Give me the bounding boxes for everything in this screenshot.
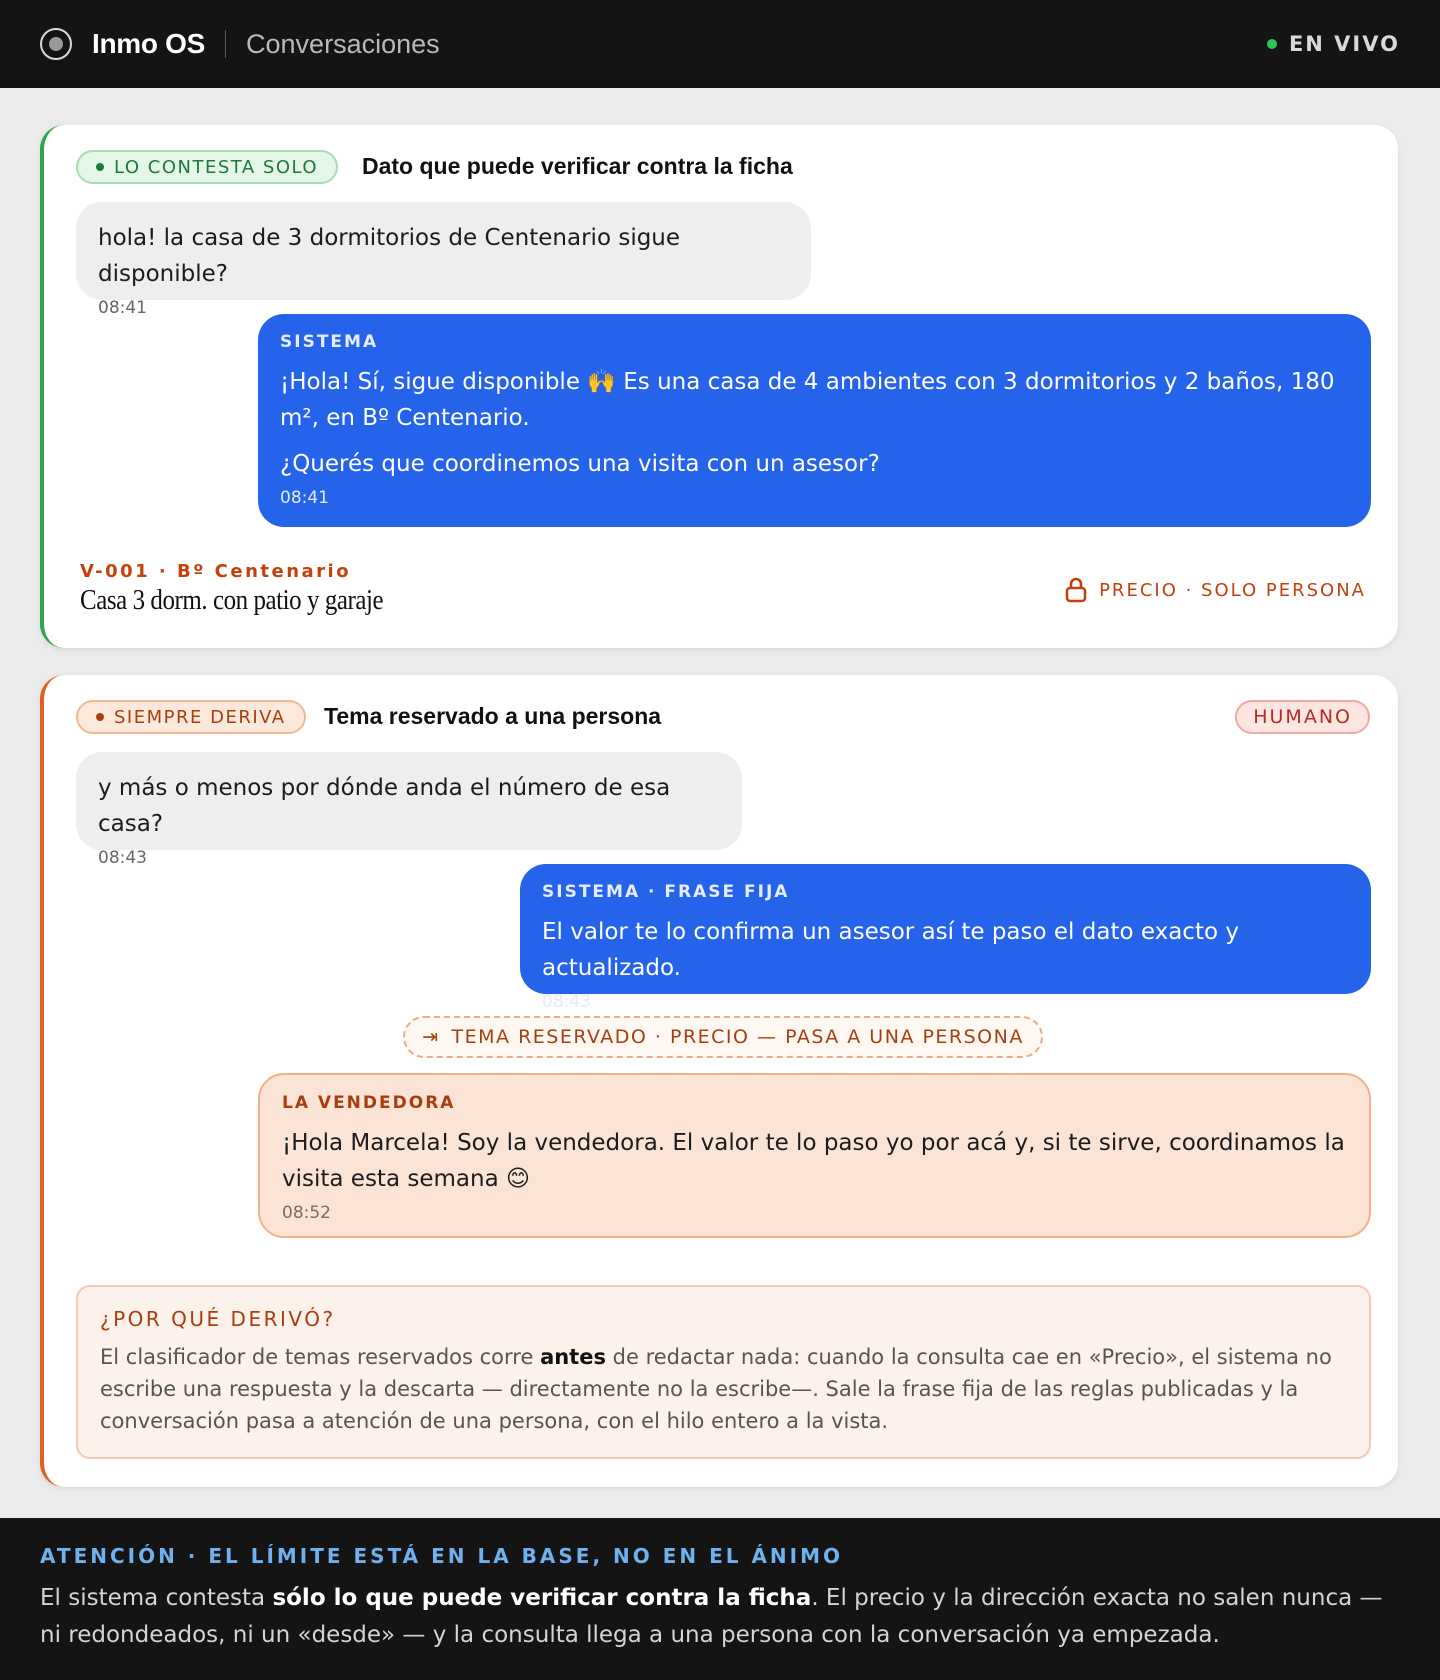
explanation-box bbox=[76, 1285, 1371, 1459]
top-bar bbox=[0, 0, 1440, 88]
message-time: 08:43 bbox=[542, 992, 591, 1012]
human-tag: HUMANO bbox=[1235, 700, 1370, 734]
message-time: 08:43 bbox=[98, 848, 147, 868]
system-reply bbox=[258, 314, 1371, 527]
status-badge-auto bbox=[76, 150, 338, 184]
message-time: 08:41 bbox=[280, 488, 329, 508]
lock-icon bbox=[1065, 577, 1087, 603]
message-time: 08:41 bbox=[98, 298, 147, 318]
card-title: Tema reservado a una persona bbox=[324, 703, 662, 729]
title-divider bbox=[225, 30, 226, 58]
incoming-message bbox=[76, 752, 742, 868]
sender-label: SISTEMA · FRASE FIJA bbox=[542, 882, 790, 902]
live-status-label: EN VIVO bbox=[1288, 32, 1400, 56]
live-dot-icon bbox=[1267, 39, 1277, 49]
message-text: ¡Hola Marcela! Soy la vendedora. El valor te lo paso yo por acá y, si te sirve, coordinamos la visita esta semana 😊 bbox=[282, 1130, 1345, 1192]
footer-note bbox=[0, 1518, 1440, 1680]
message-text: El valor te lo confirma un asesor así te paso el dato exacto y actualizado. bbox=[542, 919, 1239, 981]
explanation-text: El clasificador de temas reservados corre antes de redactar nada: cuando la consulta cae en «Precio», el sistema no escribe una respuesta y la descarta — directamente no la escribe—. Sale la frase fija de las reglas publicadas y la conversación pasa a atención de una persona, con el hilo entero a la vista. bbox=[100, 1345, 1332, 1433]
footer-text: El sistema contesta sólo lo que puede verificar contra la ficha. El precio y la dirección exacta no salen nunca — ni redondeados, ni un «desde» — y la consulta llega a una persona con la conversación ya empezada. bbox=[40, 1585, 1383, 1648]
handoff-notice bbox=[403, 1016, 1043, 1058]
conversation-card-handoff bbox=[40, 675, 1398, 1487]
handoff-arrow-icon: ⇥ bbox=[422, 1026, 440, 1048]
price-lock-notice bbox=[1065, 577, 1366, 603]
explanation-title: ¿POR QUÉ DERIVÓ? bbox=[100, 1307, 336, 1331]
human-reply bbox=[258, 1073, 1371, 1238]
live-status bbox=[1267, 32, 1400, 56]
listing-name[interactable]: Casa 3 dorm. con patio y garaje bbox=[80, 584, 384, 616]
badge-dot-icon bbox=[96, 713, 104, 721]
card-title: Dato que puede verificar contra la ficha bbox=[362, 153, 793, 179]
lock-label: PRECIO · SOLO PERSONA bbox=[1099, 579, 1366, 601]
incoming-message bbox=[76, 202, 811, 318]
app-title: Inmo OS bbox=[92, 28, 206, 59]
badge-dot-icon bbox=[96, 163, 104, 171]
badge-label: LO CONTESTA SOLO bbox=[114, 156, 319, 178]
listing-code: V-001 · Bº Centenario bbox=[80, 561, 352, 582]
badge-label: SIEMPRE DERIVA bbox=[114, 706, 286, 728]
sender-label: LA VENDEDORA bbox=[282, 1093, 456, 1113]
system-fixed-reply bbox=[520, 864, 1371, 1012]
conversation-card-auto bbox=[40, 125, 1398, 648]
handoff-label: TEMA RESERVADO · PRECIO — PASA A UNA PERSONA bbox=[451, 1026, 1024, 1048]
section-title: Conversaciones bbox=[246, 28, 440, 59]
message-text: hola! la casa de 3 dormitorios de Centenario sigue disponible? bbox=[98, 225, 681, 287]
message-time: 08:52 bbox=[282, 1203, 331, 1223]
status-badge-handoff bbox=[76, 700, 306, 734]
sender-label: SISTEMA bbox=[280, 332, 379, 352]
message-text: y más o menos por dónde anda el número de esa casa? bbox=[98, 775, 671, 837]
app-logo-icon[interactable] bbox=[40, 28, 72, 60]
footer-label: ATENCIÓN · EL LÍMITE ESTÁ EN LA BASE, NO EN EL ÁNIMO bbox=[40, 1544, 844, 1568]
reply-paragraph-1: ¡Hola! Sí, sigue disponible 🙌 Es una casa de 4 ambientes con 3 dormitorios y 2 baños, 180 m², en Bº Centenario. bbox=[280, 369, 1335, 431]
reply-paragraph-2: ¿Querés que coordinemos una visita con un asesor? bbox=[280, 451, 880, 477]
